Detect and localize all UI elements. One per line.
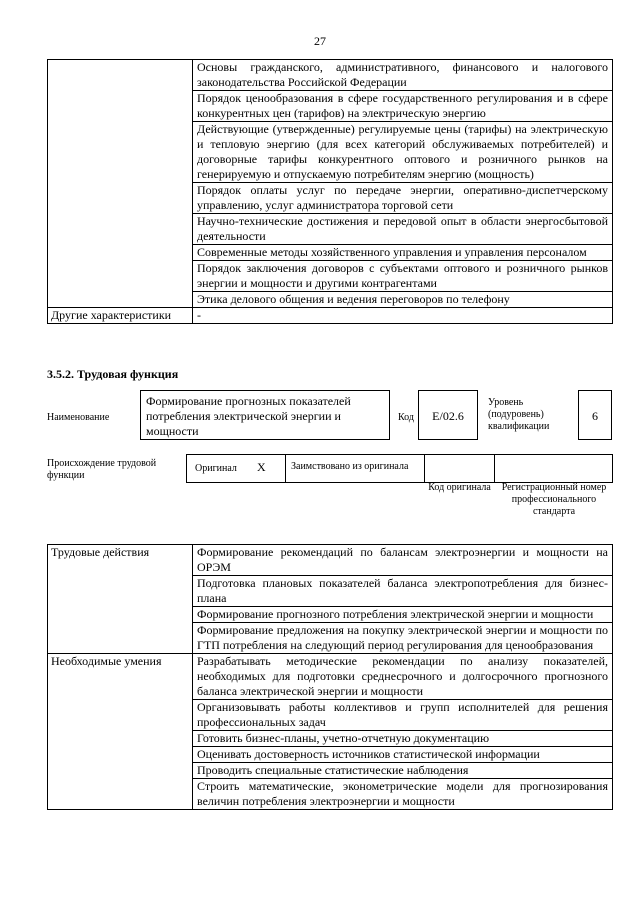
knowledge-item: Порядок ценообразования в сфере государственного регулирования и в сфере конкурентных цен (тарифов) на электрическую энергию [193, 91, 613, 122]
knowledge-table [47, 59, 613, 324]
function-name-box [140, 390, 390, 440]
original-mark: X [257, 460, 266, 474]
knowledge-item: Современные методы хозяйственного управления и управления персоналом [193, 245, 613, 261]
other-characteristics-label: Другие характеристики [48, 308, 193, 324]
level-label: Уровень (подуровень) квалификации [488, 397, 550, 432]
skill-item: Проводить специальные статистические наблюдения [193, 763, 613, 779]
reg-number-box [494, 454, 613, 483]
origin-label: Происхождение трудовой функции [47, 458, 157, 481]
code-value: E/02.6 [432, 409, 464, 423]
code-original-box [424, 454, 495, 483]
page-number: 27 [314, 34, 326, 48]
knowledge-item: Научно-технические достижения и передовой опыт в области энергосбытовой деятельности [193, 214, 613, 245]
action-item: Подготовка плановых показателей баланса электропотребления для бизнес-плана [193, 576, 613, 607]
table-row [48, 545, 613, 576]
skills-label: Необходимые умения [48, 654, 193, 810]
actions-label: Трудовые действия [48, 545, 193, 654]
table-row [48, 308, 613, 324]
borrowed-box [285, 454, 425, 483]
action-item: Формирование рекомендаций по балансам электроэнергии и мощности на ОРЭМ [193, 545, 613, 576]
section-title: 3.5.2. Трудовая функция [47, 367, 179, 381]
table-row [48, 60, 613, 91]
level-box [578, 390, 612, 440]
reg-number-caption: Регистрационный номер профессионального стандарта [501, 482, 607, 517]
name-label: Наименование [47, 412, 110, 423]
skill-item: Готовить бизнес-планы, учетно-отчетную документацию [193, 731, 613, 747]
action-item: Формирование предложения на покупку электрической энергии и мощности по ГТП потребления на следующий период регулирования для ценообразования [193, 623, 613, 654]
knowledge-item: Порядок оплаты услуг по передаче энергии, оперативно-диспетчерскому управлению, услуг администратора торговой сети [193, 183, 613, 214]
skill-item: Строить математические, эконометрические модели для прогнозирования величин потребления электроэнергии и мощности [193, 779, 613, 810]
knowledge-item: Действующие (утвержденные) регулируемые цены (тарифы) на электрическую и тепловую энергию (для всех категорий обслуживаемых потребителей) и договорные тарифы конкурентного оптового и розничного рынков на генерируемую и отпускаемую потребителям энергию (мощность) [193, 122, 613, 183]
code-label: Код [398, 412, 414, 423]
skill-item: Оценивать достоверность источников статистической информации [193, 747, 613, 763]
other-characteristics-value: - [193, 308, 613, 324]
knowledge-item: Этика делового общения и ведения переговоров по телефону [193, 292, 613, 308]
original-label: Оригинал [195, 463, 237, 474]
skill-item: Организовывать работы коллективов и групп исполнителей для решения профессиональных задач [193, 700, 613, 731]
code-box [418, 390, 478, 440]
original-box [186, 454, 286, 483]
knowledge-label-cell [48, 60, 193, 308]
function-name-value: Формирование прогнозных показателей потребления электрической энергии и мощности [146, 394, 351, 438]
borrowed-label: Заимствовано из оригинала [291, 461, 409, 472]
table-row [48, 654, 613, 700]
skill-item: Разрабатывать методические рекомендации по анализу показателей, необходимых для подготовки среднесрочного и долгосрочного прогнозного баланса электрической энергии и мощности [193, 654, 613, 700]
level-value: 6 [592, 409, 598, 423]
knowledge-item: Основы гражданского, административного, финансового и налогового законодательства Российской Федерации [193, 60, 613, 91]
code-original-caption: Код оригинала [428, 482, 491, 493]
action-item: Формирование прогнозного потребления электрической энергии и мощности [193, 607, 613, 623]
knowledge-item: Порядок заключения договоров с субъектами оптового и розничного рынков энергии и мощности и другими контрагентами [193, 261, 613, 292]
function-details-table [47, 544, 613, 810]
